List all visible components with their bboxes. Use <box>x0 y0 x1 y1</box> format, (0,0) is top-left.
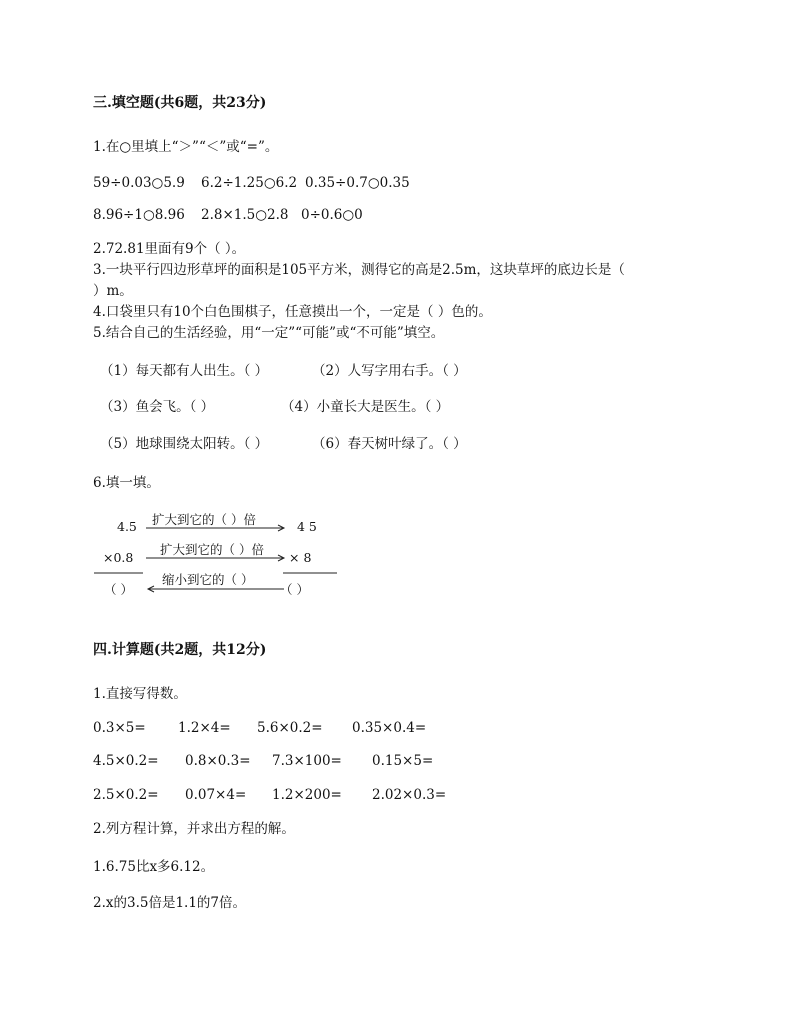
equation-item: 1.6.75比x多6.12。 <box>93 859 215 875</box>
calc-item: 2.5×0.2= <box>93 787 159 803</box>
q1-prompt: 1.在○里填上“＞”“＜”或“=”。 <box>93 139 279 155</box>
calc-item: 5.6×0.2= <box>257 720 323 736</box>
q5-item: （5）地球围绕太阳转。（ ） <box>100 436 269 452</box>
compare-item: 8.96÷1○8.96 <box>93 207 185 223</box>
arrow-3-label: 缩小到它的（ ） <box>162 572 254 587</box>
left-mid-number: ×0.8 <box>103 550 134 565</box>
q4-text: 4.口袋里只有10个白色围棋子，任意摸出一个，一定是（ ）色的。 <box>93 304 492 320</box>
left-bottom-blank: （ ） <box>104 582 133 597</box>
q6-prompt: 6.填一填。 <box>93 475 160 491</box>
calc-item: 7.3×100= <box>272 753 342 769</box>
calc-q2-prompt: 2.列方程计算，并求出方程的解。 <box>93 821 295 837</box>
calc-item: 1.2×200= <box>272 787 342 803</box>
compare-item: 59÷0.03○5.9 <box>93 175 185 191</box>
arrow-2-label: 扩大到它的（ ）倍 <box>160 542 264 557</box>
right-mid-number: × 8 <box>289 550 312 565</box>
section-3-title: 三.填空题(共6题，共23分) <box>93 95 267 111</box>
calc-item: 0.07×4= <box>185 787 247 803</box>
q5-item: （4）小童长大是医生。（ ） <box>281 399 450 415</box>
calc-item: 1.2×4= <box>178 720 231 736</box>
equation-item: 2.x的3.5倍是1.1的7倍。 <box>93 895 247 911</box>
compare-item: 0.35÷0.7○0.35 <box>305 175 410 191</box>
q5-item: （3）鱼会飞。（ ） <box>100 399 215 415</box>
calc-item: 0.8×0.3= <box>185 753 251 769</box>
calc-item: 0.3×5= <box>93 720 146 736</box>
q5-item: （1）每天都有人出生。（ ） <box>100 363 269 379</box>
q2-text: 2.72.81里面有9个（ ）。 <box>93 241 246 257</box>
compare-item: 0÷0.6○0 <box>301 207 363 223</box>
compare-item: 2.8×1.5○2.8 <box>201 207 289 223</box>
calc-item: 0.35×0.4= <box>352 720 427 736</box>
calc-item: 4.5×0.2= <box>93 753 159 769</box>
q3-text-line2: ）m。 <box>93 283 133 299</box>
calc-item: 0.15×5= <box>372 753 434 769</box>
q5-item: （2）人写字用右手。（ ） <box>312 363 467 379</box>
compare-item: 6.2÷1.25○6.2 <box>201 175 298 191</box>
calc-item: 2.02×0.3= <box>372 787 447 803</box>
calc-q1-prompt: 1.直接写得数。 <box>93 686 187 702</box>
q5-prompt: 5.结合自己的生活经验，用“一定”“可能”或“不可能”填空。 <box>93 325 445 341</box>
right-top-number: 4 5 <box>297 519 317 534</box>
q5-item: （6）春天树叶绿了。（ ） <box>312 436 467 452</box>
left-top-number: 4.5 <box>117 519 137 534</box>
section-4-title: 四.计算题(共2题，共12分) <box>93 642 267 658</box>
right-bottom-blank: （ ） <box>280 582 309 597</box>
q3-text-line1: 3.一块平行四边形草坪的面积是105平方米，测得它的高是2.5m，这块草坪的底边长是（ <box>93 262 625 278</box>
arrow-1-label: 扩大到它的（ ）倍 <box>152 512 256 527</box>
